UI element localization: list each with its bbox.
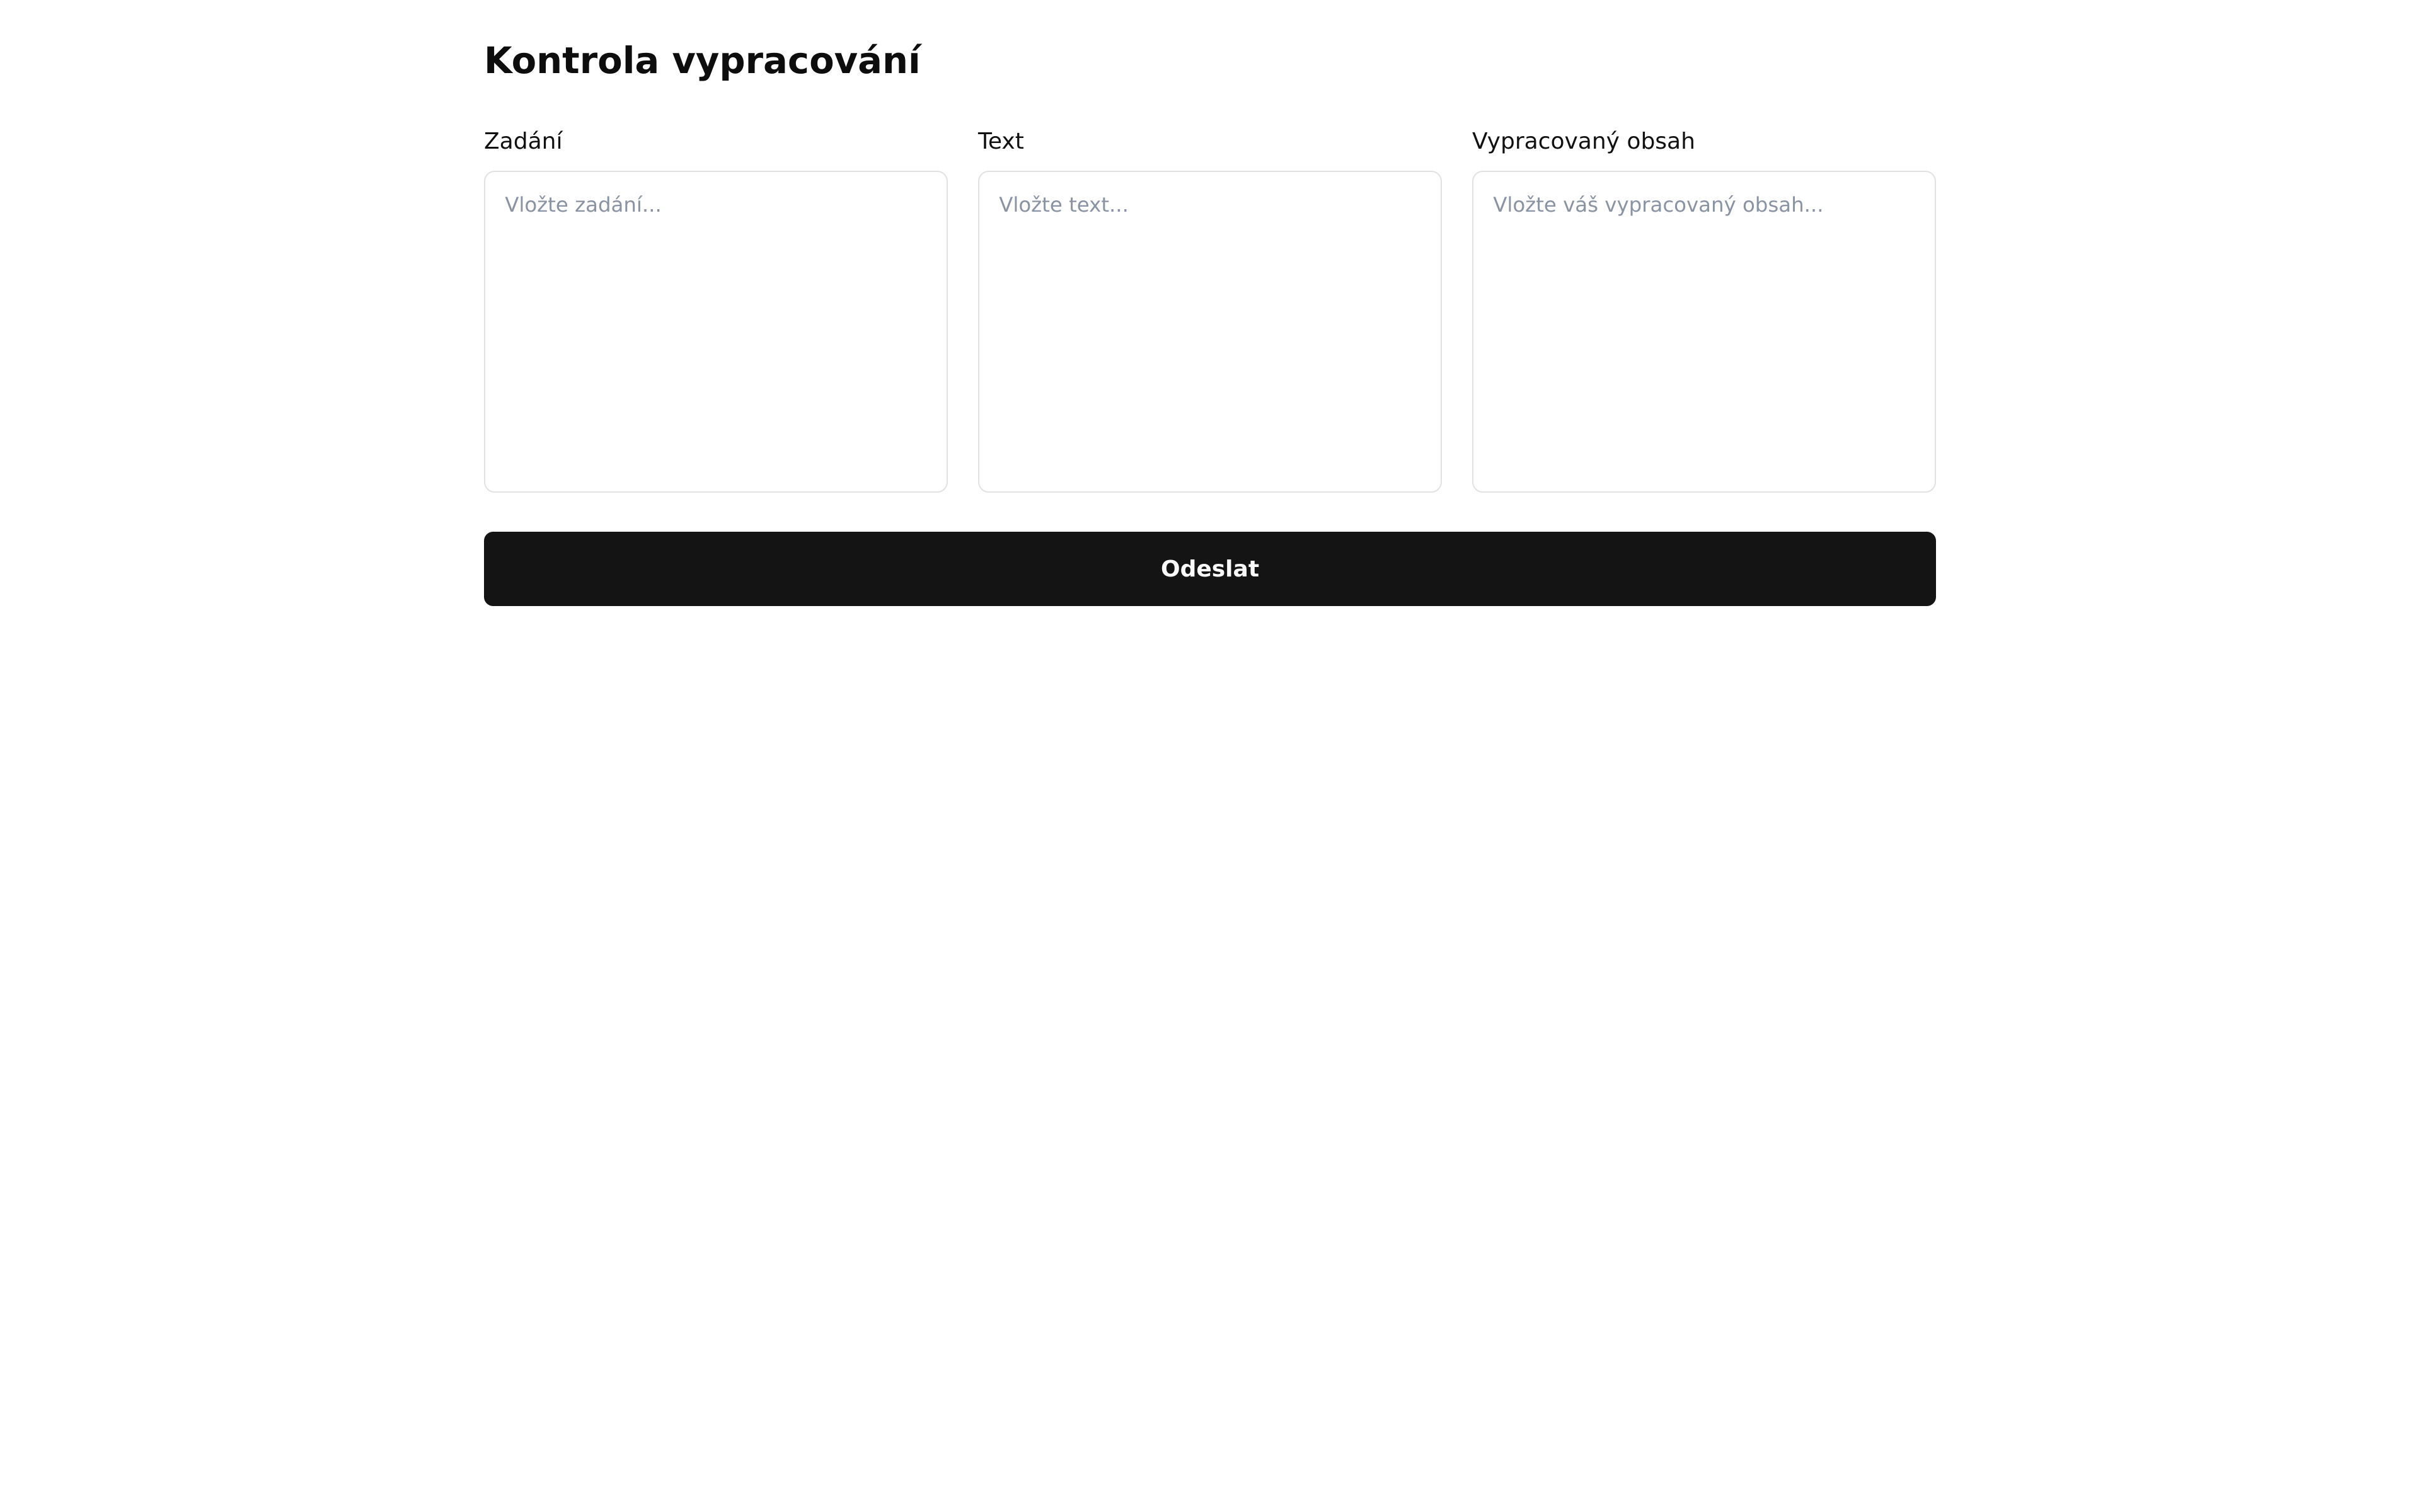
page-title: Kontrola vypracování: [484, 40, 921, 83]
field-zadani: [484, 127, 948, 493]
zadani-textarea[interactable]: [484, 171, 948, 493]
field-label-text: Text: [978, 129, 1024, 155]
input-columns: [484, 127, 1936, 493]
field-vypracovany-obsah: [1472, 127, 1936, 493]
text-textarea[interactable]: [978, 171, 1442, 493]
field-label-vypracovany-obsah: Vypracovaný obsah: [1472, 129, 1695, 155]
page-container: [484, 0, 1936, 606]
vypracovany-obsah-textarea[interactable]: [1472, 171, 1936, 493]
submit-button[interactable]: Odeslat: [484, 532, 1936, 606]
field-text: [978, 127, 1442, 493]
field-label-zadani: Zadání: [484, 129, 563, 155]
